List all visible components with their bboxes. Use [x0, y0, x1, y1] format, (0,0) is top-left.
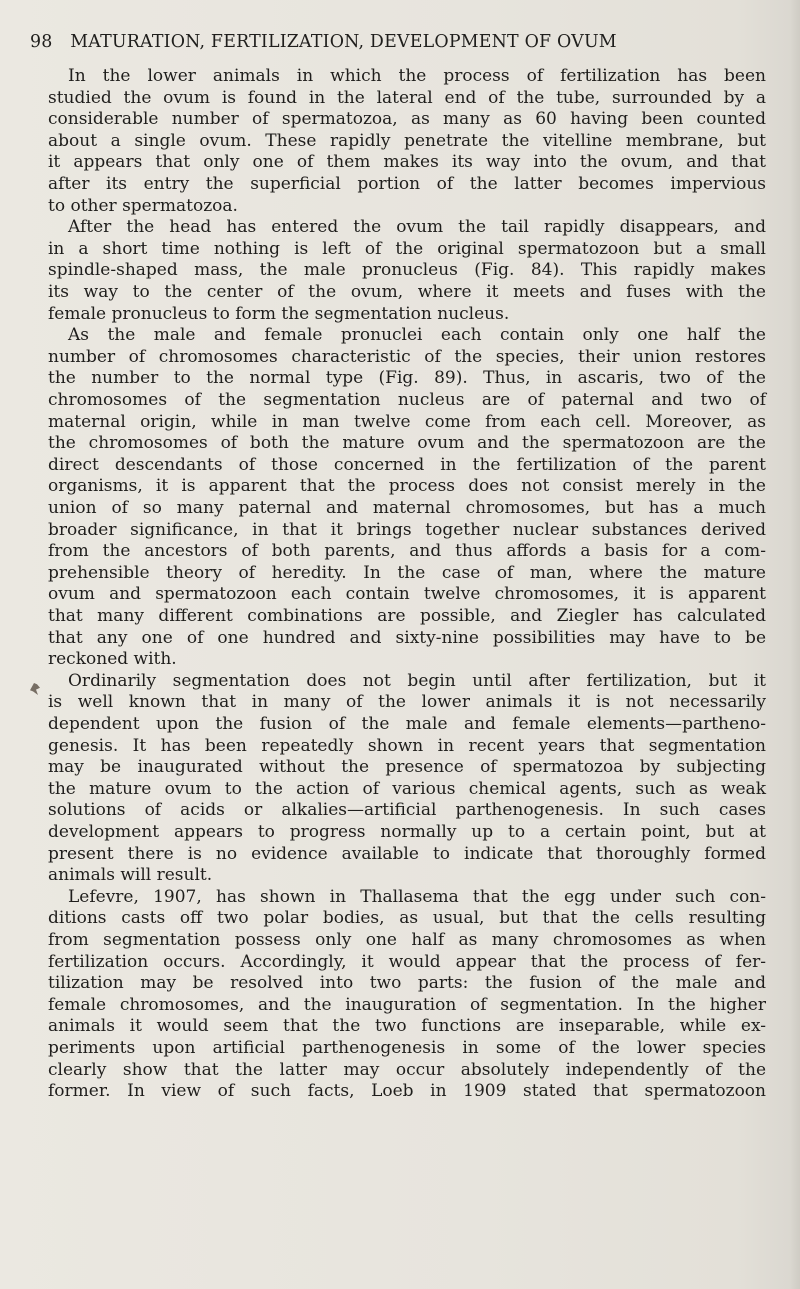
- text-line: its way to the center of the ovum, where it meets and fuses with the: [48, 282, 766, 302]
- text-line: organisms, it is apparent that the process does not consist merely in the: [48, 476, 766, 497]
- text-line: about a single ovum. These rapidly penetrate the vitelline membrane, but: [48, 130, 766, 151]
- text-line: the number to the normal type (Fig. 89). Thus, in ascaris, two of the: [48, 368, 766, 389]
- text-line: studied the ovum is found in the lateral end of the tube, surrounded by a: [48, 87, 766, 108]
- text-line: former. In view of such facts, Loeb in 1909 stated that spermatozoon: [48, 1081, 766, 1102]
- text-line: in a short time nothing is left of the original spermatozoon but a small: [48, 238, 766, 259]
- text-line: female pronucleus to form the segmentation nucleus.: [48, 303, 510, 324]
- text-line: In the lower animals in which the process of fertilization has been: [68, 66, 766, 86]
- text-line: that any one of one hundred and sixty-nine possibilities may have to be: [48, 627, 766, 648]
- text-line: animals will result.: [48, 865, 213, 886]
- text-line: ditions casts off two polar bodies, as usual, but that the cells resulting: [48, 908, 766, 929]
- page-number: 98: [30, 32, 53, 52]
- text-line: considerable number of spermatozoa, as many as 60 having been counted: [48, 109, 766, 130]
- page-edge-shadow: [790, 0, 800, 1289]
- text-line: spindle-shaped mass, the male pronucleus (Fig. 84). This rapidly makes: [48, 260, 766, 281]
- text-line: Lefevre, 1907, has shown in Thallasema that the egg under such con-: [68, 886, 766, 907]
- text-line: dependent upon the fusion of the male and female elements—partheno-: [48, 714, 766, 734]
- text-line: union of so many paternal and maternal chromosomes, but has a much: [48, 498, 766, 518]
- text-line: from the ancestors of both parents, and thus affords a basis for a com-: [48, 541, 766, 562]
- text-line: After the head has entered the ovum the tail rapidly disappears, and: [68, 217, 766, 238]
- text-line: that many different combinations are possible, and Ziegler has calculated: [48, 606, 766, 626]
- text-line: clearly show that the latter may occur absolutely independently of the: [48, 1059, 766, 1080]
- text-line: from segmentation possess only one half as many chromosomes as when: [48, 930, 766, 950]
- text-line: may be inaugurated without the presence of spermatozoa by subjecting: [48, 757, 766, 778]
- text-line: female chromosomes, and the inauguration of segmentation. In the higher: [48, 994, 766, 1015]
- text-line: As the male and female pronuclei each contain only one half the: [68, 325, 766, 346]
- text-line: Ordinarily segmentation does not begin until after fertilization, but it: [68, 670, 766, 691]
- text-line: periments upon artificial parthenogenesis in some of the lower species: [48, 1038, 766, 1058]
- text-line: development appears to progress normally up to a certain point, but at: [48, 822, 766, 842]
- text-line: the mature ovum to the action of various chemical agents, such as weak: [48, 778, 766, 799]
- text-line: number of chromosomes characteristic of the species, their union restores: [48, 346, 766, 367]
- text-line: fertilization occurs. Accordingly, it would appear that the process of fer-: [48, 951, 766, 972]
- text-line: after its entry the superficial portion of the latter becomes impervious: [48, 174, 766, 194]
- text-line: direct descendants of those concerned in the fertilization of the parent: [48, 454, 766, 475]
- text-line: it appears that only one of them makes its way into the ovum, and that: [48, 152, 766, 173]
- text-line: to other spermatozoa.: [48, 195, 238, 216]
- text-line: prehensible theory of heredity. In the case of man, where the mature: [48, 562, 766, 583]
- text-line: the chromosomes of both the mature ovum and the spermatozoon are the: [48, 433, 766, 454]
- text-line: reckoned with.: [48, 649, 177, 670]
- text-line: is well known that in many of the lower animals it is not necessarily: [48, 692, 766, 713]
- chapter-title: MATURATION, FERTILIZATION, DEVELOPMENT OF OVUM: [70, 32, 617, 52]
- text-line: solutions of acids or alkalies—artificial parthenogenesis. In such cases: [48, 800, 766, 821]
- text-line: genesis. It has been repeatedly shown in recent years that segmentation: [48, 735, 766, 756]
- text-line: present there is no evidence available to indicate that thoroughly formed: [48, 843, 766, 864]
- text-line: broader significance, in that it brings together nuclear substances derived: [48, 519, 766, 540]
- text-line: chromosomes of the segmentation nucleus are of paternal and two of: [48, 390, 766, 410]
- text-line: animals it would seem that the two functions are inseparable, while ex-: [48, 1016, 766, 1037]
- text-line: maternal origin, while in man twelve come from each cell. Moreover, as: [48, 411, 766, 432]
- text-line: tilization may be resolved into two parts: the fusion of the male and: [48, 973, 766, 994]
- text-line: ovum and spermatozoon each contain twelve chromosomes, it is apparent: [48, 584, 766, 605]
